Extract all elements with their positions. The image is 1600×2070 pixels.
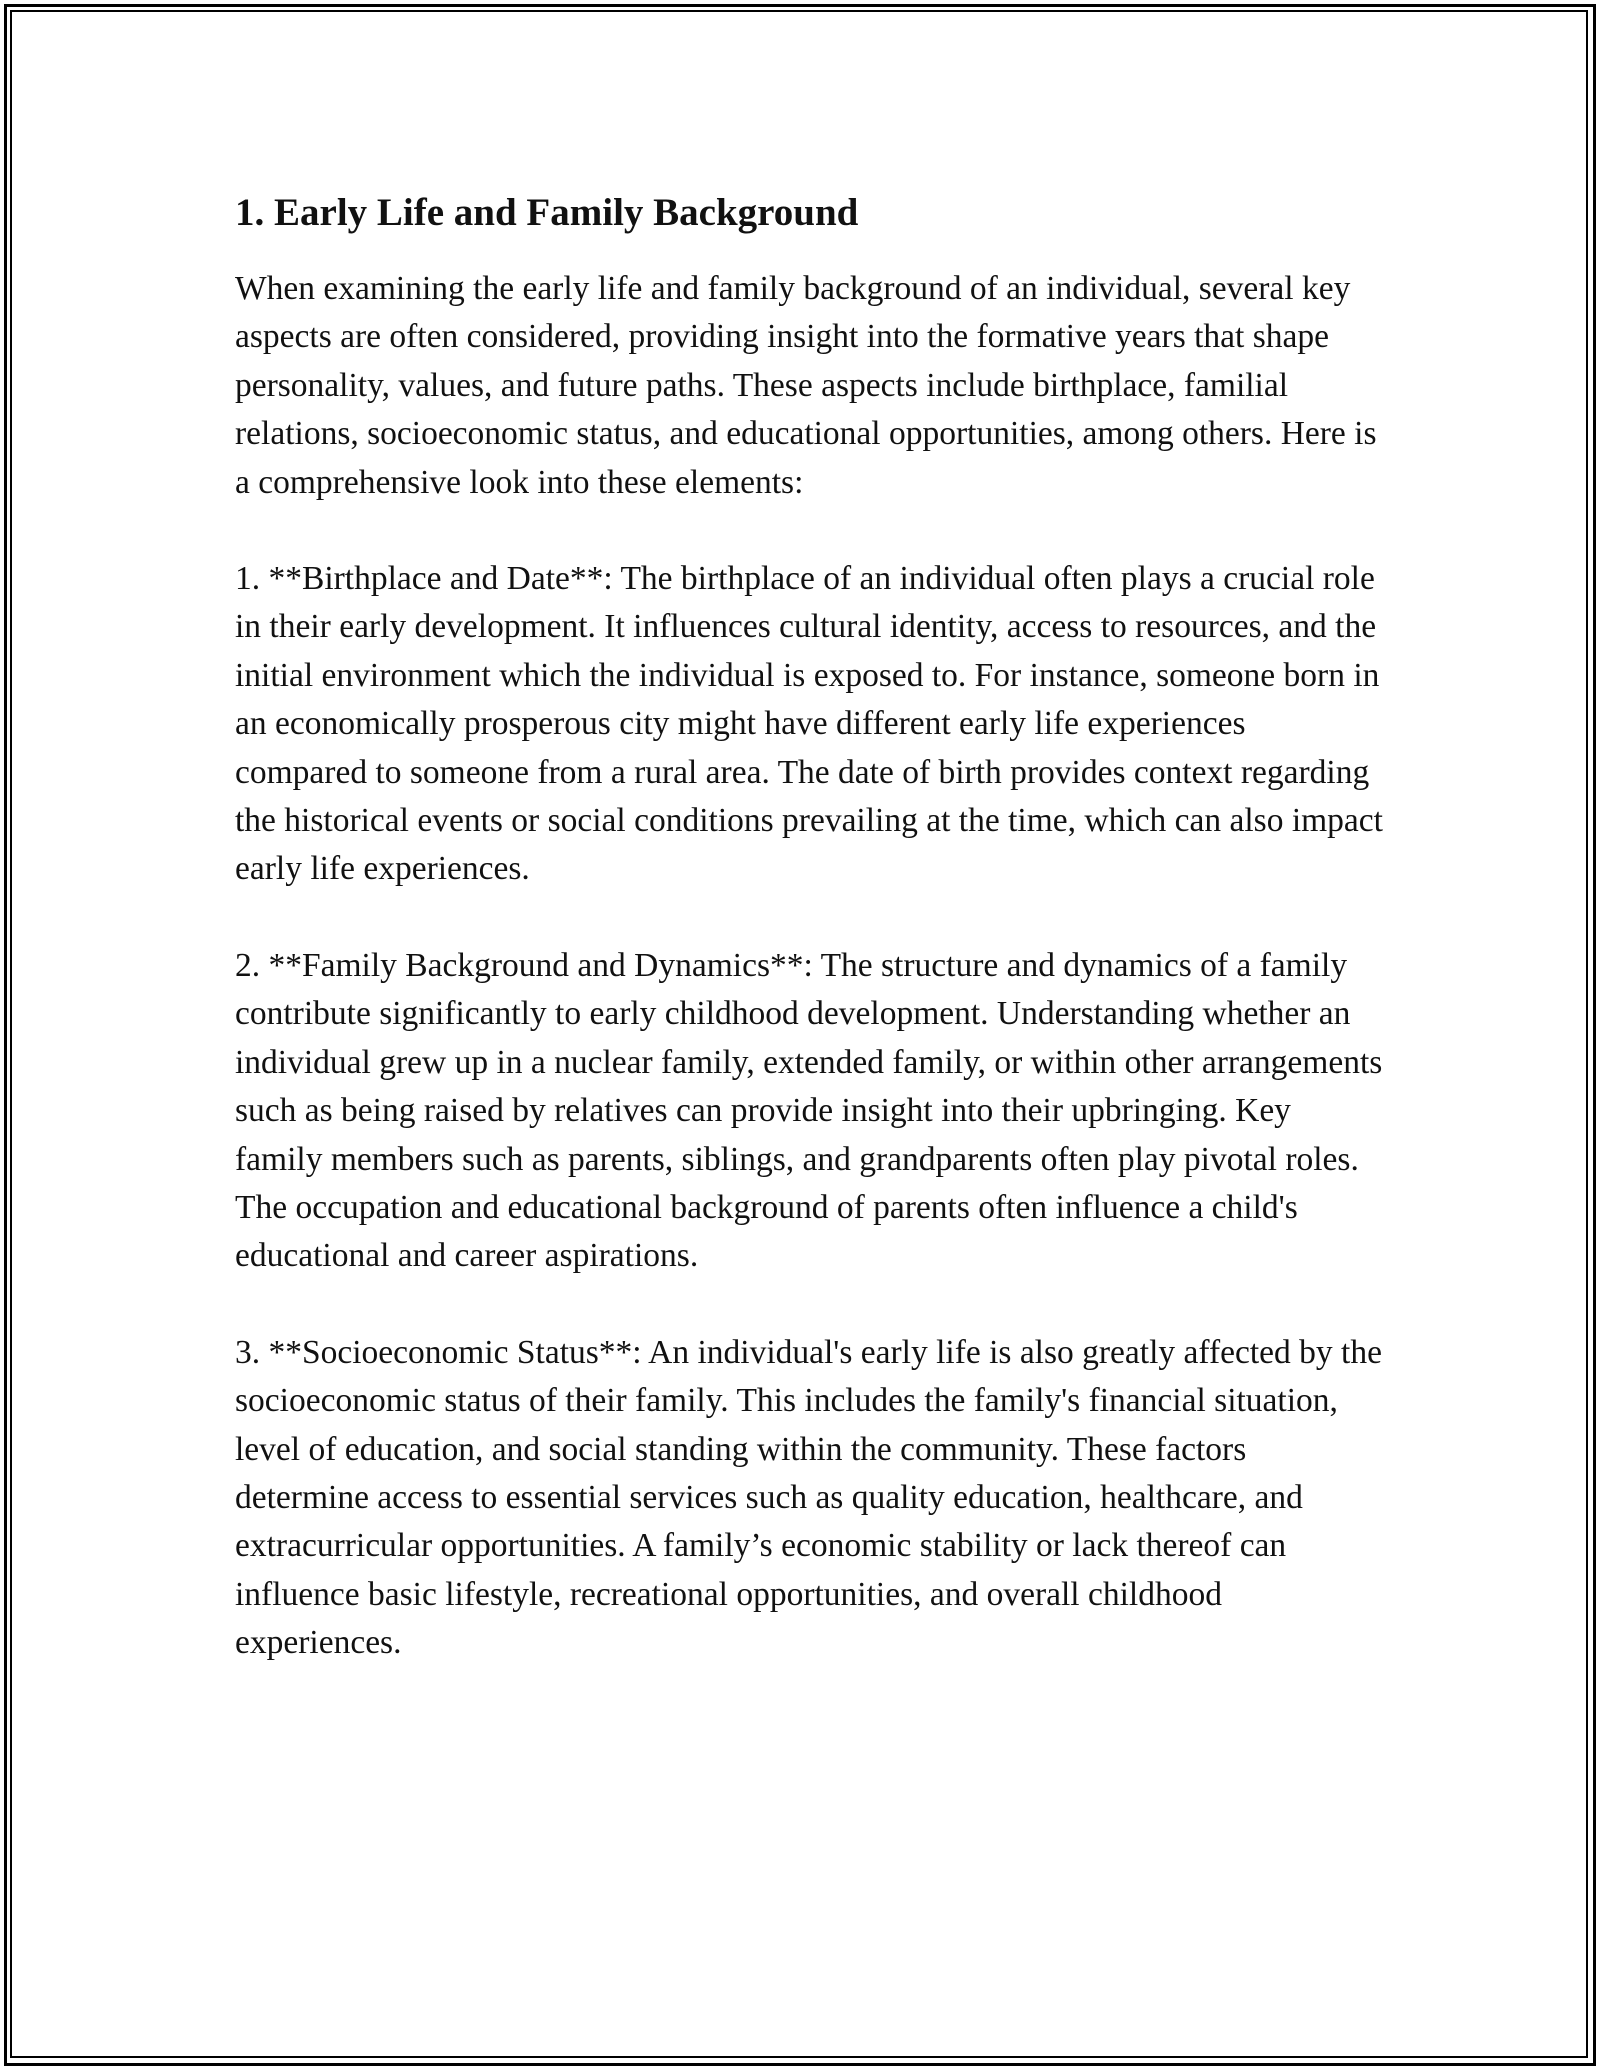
document-body bbox=[235, 184, 1385, 1716]
socioeconomic-status-paragraph: 3. **Socioeconomic Status**: An individual's early life is also greatly affected by the socioeconomic status of their family. This includes the family's financial situation, level of education, and social standing within the community. These factors determine access to essential services such as quality education, healthcare, and extracurricular opportunities. A family’s economic stability or lack thereof can influence basic lifestyle, recreational opportunities, and overall childhood experiences. bbox=[235, 1333, 1382, 1662]
family-background-paragraph: 2. **Family Background and Dynamics**: The structure and dynamics of a family contribute significantly to early childhood development. Understanding whether an individual grew up in a nuclear family, extended family, or within other arrangements such as being raised by relatives can provide insight into their upbringing. Key family members such as parents, siblings, and grandparents often play pivotal roles. The occupation and educational background of parents often influence a child's educational and career aspirations. bbox=[235, 946, 1383, 1275]
section-title: 1. Early Life and Family Background bbox=[235, 191, 859, 234]
birthplace-paragraph: 1. **Birthplace and Date**: The birthplace of an individual often plays a crucial role in their early development. It influences cultural identity, access to resources, and the initial environment which the individual is exposed to. For instance, someone born in an economically prosperous city might have different early life experiences compared to someone from a rural area. The date of birth provides context regarding the historical events or social conditions prevailing at the time, which can also impact early life experiences. bbox=[235, 560, 1383, 888]
intro-paragraph: When examining the early life and family background of an individual, several key aspects are often considered, providing insight into the formative years that shape personality, values, and future paths. These aspects include birthplace, familial relations, socioeconomic status, and educational opportunities, among others. Here is a comprehensive look into these elements: bbox=[235, 270, 1377, 501]
